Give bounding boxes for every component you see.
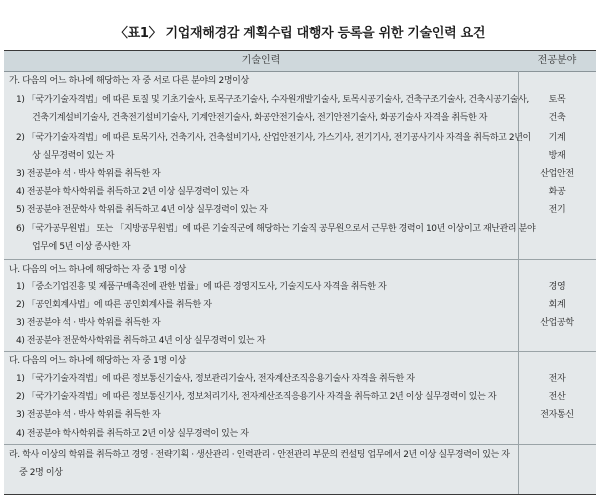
table-header (4, 51, 596, 72)
section-ga-item-2: 2) 「국가기술자격법」에 따른 토목기사, 건축기사, 건축설비기사, 산업안전기사, 가스기사, 전기기사, 전기공사기사 자격을 취득하고 2년이 (16, 133, 531, 143)
section-ga-item-4: 4) 전공분야 학사학위를 취득하고 2년 이상 실무경력이 있는 자 (16, 187, 249, 197)
field-architecture: 건축 (548, 113, 566, 123)
section-na-item-2: 2) 「공인회계사법」에 따른 공인회계사를 취득한 자 (16, 300, 212, 310)
field-chemical: 화공 (548, 187, 566, 197)
section-da-item-1: 1) 「국가기술자격법」에 따른 정보통신기술사, 정보관리기술사, 전자계산조직응용기술사 자격을 취득한 자 (16, 374, 415, 384)
field-industrial-engineering: 산업공학 (540, 318, 574, 328)
field-electrical: 전기 (548, 205, 566, 215)
section-na-item-3: 3) 전공분야 석 · 박사 학위를 취득한 자 (16, 318, 161, 328)
section-divider (4, 351, 596, 352)
section-ga-item-3: 3) 전공분야 석 · 박사 학위를 취득한 자 (16, 169, 161, 179)
field-industrial-safety: 산업안전 (540, 169, 574, 179)
section-ga-item-1-cont: 건축기계설비기술사, 건축전기설비기술사, 기계안전기술사, 화공안전기술사, 전기안전기술사, 화공기술사 자격을 취득한 자 (32, 113, 487, 123)
section-da-item-3: 3) 전공분야 석 · 박사 학위를 취득한 자 (16, 410, 161, 420)
section-ga-item-2-cont: 상 실무경력이 있는 자 (32, 151, 115, 161)
field-disaster-prevention: 방재 (548, 151, 566, 161)
section-ga-item-5: 5) 전공분야 전문학사 학위를 취득하고 4년 이상 실무경력이 있는 자 (16, 205, 268, 215)
section-ga-heading: 가. 다음의 어느 하나에 해당하는 자 중 서로 다른 분야의 2명이상 (9, 76, 249, 86)
section-da-item-4: 4) 전공분야 학사학위를 취득하고 2년 이상 실무경력이 있는 자 (16, 429, 249, 439)
field-electronic-communication: 전자통신 (540, 410, 574, 420)
section-na-item-4: 4) 전공분야 전문학사학위를 취득하고 4년 이상 실무경력이 있는 자 (16, 336, 266, 346)
section-ra-heading-cont: 중 2명 이상 (19, 468, 63, 478)
header-major-field: 전공분야 (537, 55, 577, 66)
field-accounting: 회계 (548, 300, 566, 310)
requirements-table (4, 50, 596, 495)
section-ra-heading: 라. 학사 이상의 학위를 취득하고 경영 · 전략기획 · 생산관리 · 인력관리 · 안전관리 부문의 컨설팅 업무에서 2년 이상 실무경력이 있는 자 (9, 450, 510, 460)
header-technical-personnel: 기술인력 (241, 55, 281, 66)
field-electronics: 전자 (548, 374, 566, 384)
table-title: 〈표1〉 기업재해경감 계획수립 대행자 등록을 위한 기술인력 요건 (114, 26, 486, 41)
field-computing: 전산 (548, 392, 566, 402)
section-ga-item-6-cont: 업무에 5년 이상 종사한 자 (32, 242, 131, 252)
section-ga-item-1: 1) 「국가기술자격법」에 따른 토질 및 기초기술사, 토목구조기술사, 수자원개발기술사, 토목시공기술사, 건축구조기술사, 건축시공기술사, (16, 95, 529, 105)
field-mechanical: 기계 (548, 133, 566, 143)
section-na-heading: 나. 다음의 어느 하나에 해당하는 자 중 1명 이상 (9, 265, 186, 275)
section-da-heading: 다. 다음의 어느 하나에 해당하는 자 중 1명 이상 (9, 356, 186, 366)
section-da-item-2: 2) 「국가기술자격법」에 따른 정보통신기사, 정보처리기사, 전자계산조직응용기사 자격을 취득하고 2년 이상 실무경력이 있는 자 (16, 392, 497, 402)
section-divider (4, 259, 596, 260)
field-management: 경영 (548, 282, 566, 292)
field-civil: 토목 (548, 95, 566, 105)
section-ga-item-6: 6) 「국가공무원법」 또는 「지방공무원법」에 따른 기술직군에 해당하는 기술직 공무원으로서 근무한 경력이 10년 이상이고 재난관리 분야 (16, 224, 536, 234)
section-na-item-1: 1) 「중소기업진흥 및 제품구매촉진에 관한 법률」에 따른 경영지도사, 기술지도사 자격을 취득한 자 (16, 282, 387, 292)
section-divider (4, 444, 596, 445)
